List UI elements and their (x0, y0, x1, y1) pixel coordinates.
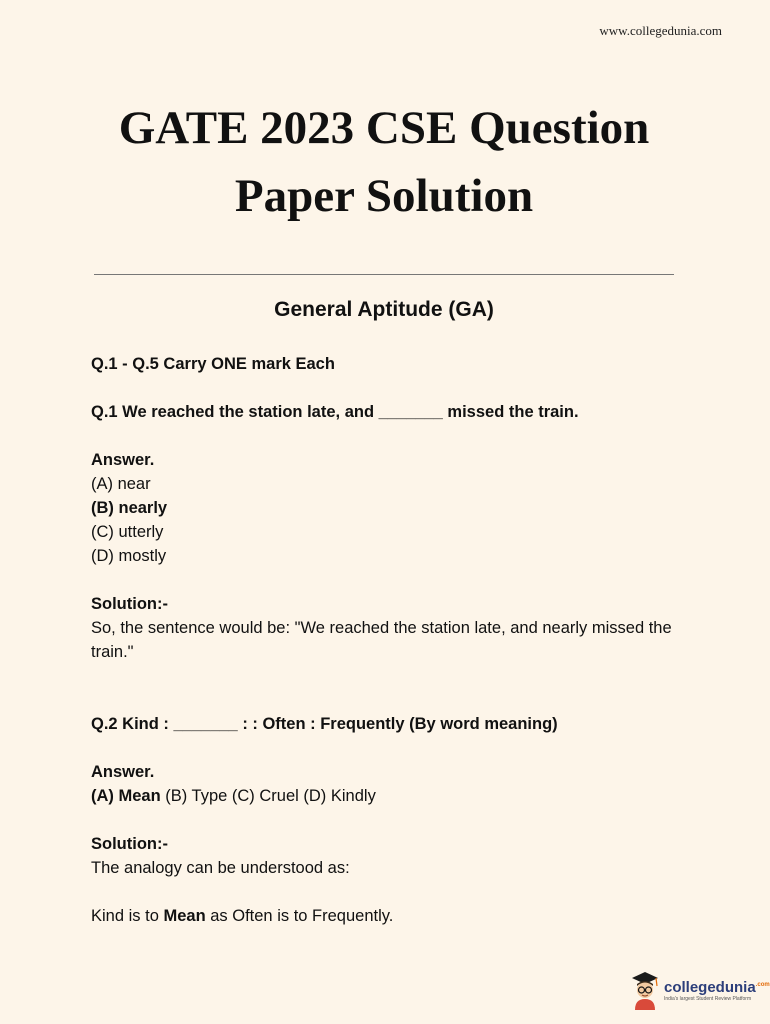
divider (94, 274, 674, 275)
logo-name: collegedunia$^{.com}$ (664, 979, 770, 996)
q1-question: Q.1 We reached the station late, and _______ missed the train. (91, 403, 579, 421)
title-line-2: Paper Solution (234, 170, 534, 222)
q2-solution-pre: Kind is to (91, 907, 164, 925)
q2-solution-post: as Often is to Frequently. (205, 907, 394, 925)
site-url[interactable]: www.collegedunia.com (599, 23, 722, 38)
logo-tagline: India's largest Student Review Platform (664, 996, 752, 1002)
marks-note: Q.1 - Q.5 Carry ONE mark Each (91, 355, 335, 373)
q2-solution-bold: Mean (163, 907, 206, 925)
q2-question: Q.2 Kind : _______ : : Often : Frequently (By word meaning) (91, 715, 558, 733)
q2-answer-rest: (B) Type (C) Cruel (D) Kindly (160, 787, 376, 805)
q2-answer-correct: (A) Mean (91, 787, 161, 805)
q1-option-b-correct: (B) nearly (91, 499, 168, 517)
logo-text (664, 977, 770, 1003)
q1-option-d: (D) mostly (91, 547, 167, 565)
section-heading: General Aptitude (GA) (274, 298, 494, 321)
q2-answer-label: Answer. (91, 763, 155, 781)
q2-solution-line-2 (91, 904, 691, 928)
q1-option-c: (C) utterly (91, 523, 164, 541)
q2-solution-line-1: The analogy can be understood as: (91, 859, 350, 877)
q2-answer-options (91, 784, 691, 808)
collegedunia-logo[interactable] (630, 970, 770, 1010)
q2-solution-label: Solution:- (91, 835, 168, 853)
mascot-icon (630, 970, 660, 1010)
q1-solution-label: Solution:- (91, 595, 168, 613)
q1-answer-label: Answer. (91, 451, 155, 469)
q1-solution-text: So, the sentence would be: "We reached the station late, and nearly missed the train." (91, 619, 672, 661)
question-content (91, 352, 691, 928)
q1-option-a: (A) near (91, 475, 151, 493)
title-line-1: GATE 2023 CSE Question (118, 102, 650, 154)
page-title (0, 94, 768, 230)
